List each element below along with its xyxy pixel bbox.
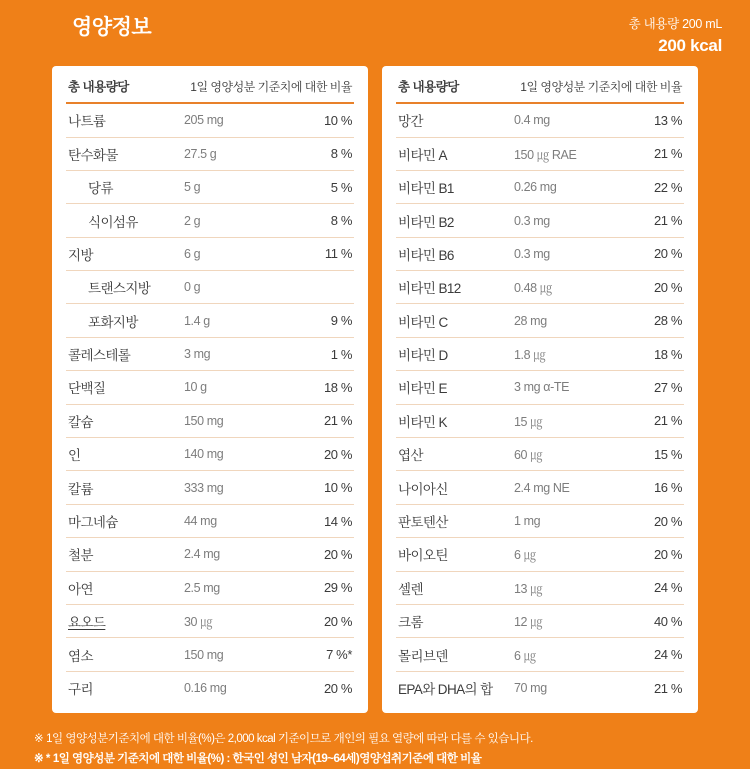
nutrient-name: 염소 xyxy=(68,648,93,664)
nutrient-percent: 21 % xyxy=(653,413,682,429)
table-row xyxy=(66,505,354,538)
nutrient-amount: 2.4 mg NE xyxy=(514,480,570,495)
nutrient-amount: 2.5 mg xyxy=(184,580,220,595)
nutrient-amount: 5 g xyxy=(184,180,201,195)
nutrient-percent: 7 %* xyxy=(326,647,352,663)
nutrient-percent: 27 % xyxy=(653,379,682,395)
nutrient-amount: 1.8 ㎍ xyxy=(514,348,546,363)
nutrient-amount: 150 mg xyxy=(184,647,224,662)
nutrient-percent: 20 % xyxy=(323,613,352,629)
panel-header-right xyxy=(396,66,684,104)
table-row xyxy=(66,672,354,705)
nutrient-percent: 21 % xyxy=(653,213,682,228)
nutrient-name: 칼슘 xyxy=(68,414,93,430)
table-row xyxy=(66,438,354,471)
nutrient-amount: 205 mg xyxy=(184,113,224,128)
nutrient-name: 지방 xyxy=(68,247,93,263)
nutrient-amount: 0.48 ㎍ xyxy=(514,281,552,296)
nutrient-name: 포화지방 xyxy=(88,314,138,330)
nutrient-name: 탄수화물 xyxy=(68,147,118,163)
nutrient-percent: 11 % xyxy=(324,246,352,262)
nutrient-amount: 0.26 mg xyxy=(514,180,557,195)
nutrient-name: 콜레스테롤 xyxy=(68,348,131,364)
nutrition-panel-left xyxy=(52,66,368,713)
nutrient-percent: 5 % xyxy=(330,179,352,195)
nutrient-amount: 60 ㎍ xyxy=(514,448,543,463)
nutrient-amount: 44 mg xyxy=(184,514,217,529)
footnote-mark: ※ * xyxy=(34,753,50,766)
footnote-mark: ※ xyxy=(34,733,44,746)
nutrient-amount: 27.5 g xyxy=(184,146,217,161)
nutrient-name: 판토텐산 xyxy=(398,515,448,531)
table-row xyxy=(66,171,354,204)
nutrient-percent: 9 % xyxy=(330,313,352,329)
nutrient-name: 비타민 B1 xyxy=(398,181,454,197)
nutrient-name: 구리 xyxy=(68,682,93,698)
table-row xyxy=(396,138,684,171)
table-row xyxy=(66,238,354,271)
nutrient-amount: 0.3 mg xyxy=(514,213,550,228)
nutrient-amount: 28 mg xyxy=(514,313,547,328)
nutrient-amount: 0.4 mg xyxy=(514,113,550,128)
column-header-percent-left: 1일 영양성분 기준치에 대한 비율 xyxy=(190,79,352,94)
table-row xyxy=(396,405,684,438)
nutrient-amount: 1 mg xyxy=(514,514,541,529)
nutrient-percent: 29 % xyxy=(323,580,352,596)
nutrient-percent: 18 % xyxy=(323,379,352,395)
column-header-percent-right: 1일 영양성분 기준치에 대한 비율 xyxy=(520,79,682,94)
nutrient-percent: 24 % xyxy=(653,647,682,663)
column-header-serving-left: 총 내용량당 xyxy=(68,80,129,95)
serving-size: 총 내용량 200 mL xyxy=(628,17,722,31)
table-row xyxy=(396,171,684,204)
table-row xyxy=(396,371,684,404)
footnote-text: 1일 영양성분 기준치에 대한 비율(%) : 한국인 성인 남자(19~64세)영양섭취기준에 대한 비율 xyxy=(52,753,482,766)
column-header-serving-right: 총 내용량당 xyxy=(398,80,459,95)
nutrient-amount: 2 g xyxy=(184,213,201,228)
nutrient-amount: 3 mg α-TE xyxy=(514,380,570,395)
nutrient-name: 비타민 B12 xyxy=(398,281,461,297)
table-row xyxy=(66,605,354,638)
table-row xyxy=(66,204,354,237)
table-row xyxy=(66,138,354,171)
panel-header-left xyxy=(66,66,354,104)
nutrient-percent: 10 % xyxy=(323,112,352,128)
nutrient-name: EPA와 DHA의 합 xyxy=(398,682,493,698)
nutrient-percent: 10 % xyxy=(323,480,352,496)
table-row xyxy=(66,572,354,605)
nutrient-name: 망간 xyxy=(398,114,423,130)
table-row xyxy=(66,338,354,371)
table-row xyxy=(396,605,684,638)
nutrient-name: 단백질 xyxy=(68,381,106,397)
table-row xyxy=(66,371,354,404)
nutrient-percent: 8 % xyxy=(330,213,352,228)
table-row xyxy=(66,638,354,671)
nutrient-amount: 6 ㎍ xyxy=(514,548,536,563)
nutrient-percent: 21 % xyxy=(653,146,682,162)
nutrient-amount: 1.4 g xyxy=(184,313,210,328)
footnote-text: 1일 영양성분기준치에 대한 비율(%)은 2,000 kcal 기준이므로 개인의 필요 열량에 따라 다를 수 있습니다. xyxy=(46,733,533,746)
nutrient-percent: 22 % xyxy=(653,179,682,195)
page-title: 영양정보 xyxy=(72,16,152,39)
nutrient-name: 비타민 C xyxy=(398,314,448,330)
nutrient-percent: 20 % xyxy=(323,446,352,462)
nutrient-percent: 1 % xyxy=(330,346,352,362)
table-row xyxy=(66,405,354,438)
nutrient-name: 비타민 D xyxy=(398,348,448,364)
nutrient-percent: 20 % xyxy=(323,680,352,696)
nutrient-name: 크롬 xyxy=(398,615,423,631)
nutrient-percent: 14 % xyxy=(323,513,352,529)
footnote-2 xyxy=(34,749,716,769)
nutrient-percent: 20 % xyxy=(653,279,682,295)
table-row xyxy=(66,304,354,337)
table-row xyxy=(396,271,684,304)
nutrient-percent: 20 % xyxy=(323,546,352,562)
nutrient-amount: 0 g xyxy=(184,280,201,295)
nutrient-amount: 10 g xyxy=(184,380,207,395)
nutrient-amount: 333 mg xyxy=(184,480,224,495)
nutrient-name: 셀렌 xyxy=(398,581,423,597)
table-row xyxy=(396,104,684,137)
nutrient-name: 나트륨 xyxy=(68,114,106,130)
nutrient-name: 비타민 B6 xyxy=(398,247,454,263)
footnote-1 xyxy=(34,729,716,749)
table-row xyxy=(66,538,354,571)
nutrient-amount: 70 mg xyxy=(514,681,547,696)
nutrient-percent: 20 % xyxy=(653,513,682,529)
nutrient-amount: 2.4 mg xyxy=(184,547,220,562)
table-row xyxy=(396,471,684,504)
footnotes xyxy=(0,713,750,769)
nutrient-percent: 40 % xyxy=(653,613,682,629)
total-calories: 200 kcal xyxy=(658,35,722,55)
nutrient-amount: 6 g xyxy=(184,246,201,261)
nutrient-name: 인 xyxy=(68,448,81,464)
nutrition-panel-right xyxy=(382,66,698,713)
nutrient-amount: 150 ㎍ RAE xyxy=(514,147,577,162)
nutrient-amount: 30 ㎍ xyxy=(184,615,213,630)
nutrient-name: 철분 xyxy=(68,548,93,564)
nutrient-percent: 20 % xyxy=(653,546,682,562)
nutrient-name: 비타민 B2 xyxy=(398,214,454,230)
table-row xyxy=(396,204,684,237)
table-row xyxy=(66,471,354,504)
nutrient-amount: 0.3 mg xyxy=(514,246,550,261)
nutrient-name: 나이아신 xyxy=(398,481,448,497)
header xyxy=(0,0,750,66)
nutrient-name: 식이섬유 xyxy=(88,214,138,230)
nutrient-percent: 24 % xyxy=(653,580,682,596)
table-row xyxy=(396,505,684,538)
nutrient-name: 비타민 K xyxy=(398,414,447,430)
table-row xyxy=(396,438,684,471)
nutrient-name: 당류 xyxy=(88,181,113,197)
nutrient-name: 비타민 E xyxy=(398,381,447,397)
serving-summary xyxy=(629,14,722,58)
nutrient-percent: 21 % xyxy=(653,680,682,696)
nutrient-percent: 28 % xyxy=(653,313,682,329)
table-row xyxy=(396,638,684,671)
table-row xyxy=(396,238,684,271)
table-row xyxy=(396,338,684,371)
nutrient-name: 트랜스지방 xyxy=(88,281,151,297)
nutrient-name: 몰리브덴 xyxy=(398,648,448,664)
nutrient-percent: 13 % xyxy=(653,112,682,128)
table-row xyxy=(66,271,354,304)
nutrient-amount: 15 ㎍ xyxy=(514,414,543,429)
nutrient-percent: 16 % xyxy=(653,480,682,496)
nutrient-amount: 150 mg xyxy=(184,413,224,428)
nutrient-amount: 3 mg xyxy=(184,347,211,362)
nutrient-percent: 18 % xyxy=(653,346,682,362)
nutrient-amount: 12 ㎍ xyxy=(514,615,543,630)
nutrient-amount: 13 ㎍ xyxy=(514,581,543,596)
nutrient-percent: 21 % xyxy=(323,413,352,429)
nutrient-name: 비타민 A xyxy=(398,147,447,163)
table-row xyxy=(396,672,684,705)
nutrient-percent: 20 % xyxy=(653,246,682,262)
nutrient-name: 마그네슘 xyxy=(68,515,118,531)
nutrient-percent: 15 % xyxy=(653,446,682,462)
nutrient-name: 아연 xyxy=(68,581,93,597)
table-row xyxy=(66,104,354,137)
table-row xyxy=(396,304,684,337)
nutrient-name: 바이오틴 xyxy=(398,548,448,564)
table-row xyxy=(396,572,684,605)
table-row xyxy=(396,538,684,571)
nutrient-amount: 0.16 mg xyxy=(184,681,227,696)
nutrient-name: 요오드 xyxy=(68,615,106,631)
nutrient-amount: 140 mg xyxy=(184,447,224,462)
nutrition-panels xyxy=(0,66,750,713)
nutrient-name: 칼륨 xyxy=(68,481,93,497)
nutrient-amount: 6 ㎍ xyxy=(514,648,536,663)
nutrient-percent: 8 % xyxy=(330,146,352,162)
nutrient-name: 엽산 xyxy=(398,448,423,464)
